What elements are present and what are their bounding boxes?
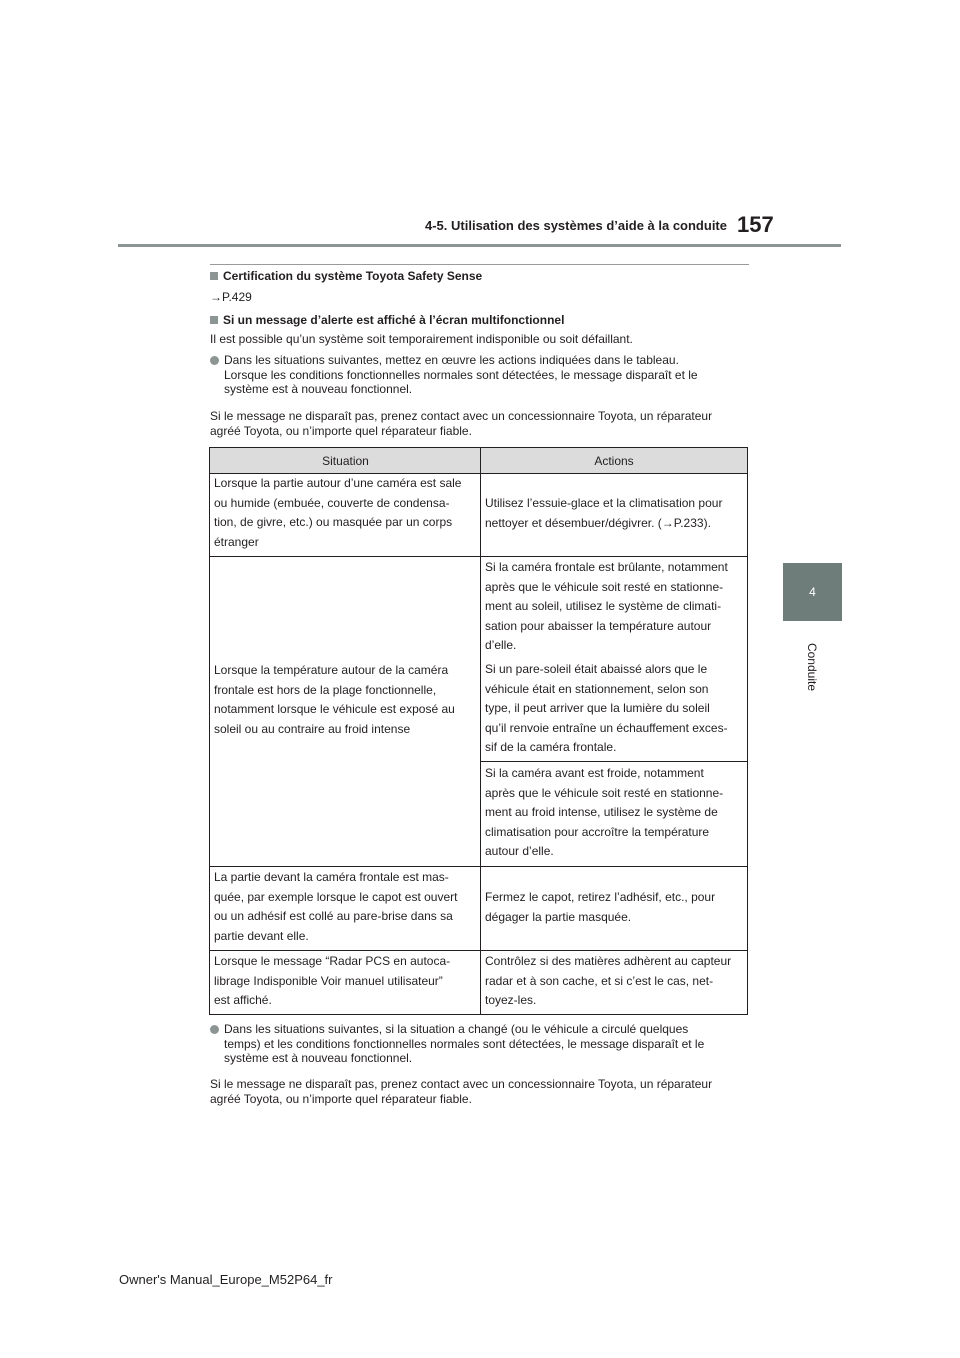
situation-cell — [214, 474, 461, 552]
situation-cell — [214, 661, 455, 739]
cell-line: soleil ou au contraire au froid intense — [214, 721, 411, 736]
row-divider — [210, 950, 747, 951]
cell-line: Lorsque le message “Radar PCS en autoca- — [214, 954, 451, 968]
text-line: Dans les situations suivantes, mettez en œuvre les actions indiquées dans le tableau. — [224, 353, 679, 367]
cell-line: Contrôlez si des matières adhèrent au capteur — [485, 954, 732, 968]
cell-line: quée, par exemple lorsque le capot est ouvert — [214, 889, 458, 904]
chapter-label: Conduite — [805, 642, 819, 692]
page-reference: →P.429 — [210, 290, 252, 304]
cell-line: véhicule était en stationnement, selon son — [485, 681, 709, 696]
heading-text: Si un message d’alerte est affiché à l’écran multifonctionnel — [223, 313, 565, 327]
square-bullet-icon — [210, 272, 218, 280]
round-bullet-icon — [210, 356, 219, 365]
cell-line: Lorsque la température autour de la caméra — [214, 663, 449, 677]
cell-line: radar et à son cache, et si c’est le cas, net- — [485, 973, 714, 988]
cell-line: qu’il renvoie entraîne un échauffement exces- — [485, 720, 728, 735]
cell-line: notamment lorsque le véhicule est exposé au — [214, 702, 455, 716]
header-rule — [118, 244, 841, 247]
situation-cell — [214, 952, 450, 1011]
cell-line: Lorsque la partie autour d’une caméra est sale — [214, 476, 462, 490]
cell-line: ment au soleil, utilisez le système de climati- — [485, 599, 722, 613]
cell-line: Si la caméra avant est froide, notamment — [485, 766, 704, 780]
cell-line: après que le véhicule soit resté en stationne- — [485, 579, 724, 594]
chapter-tab — [783, 563, 842, 621]
cell-line: frontale est hors de la plage fonctionnelle, — [214, 682, 437, 697]
round-bullet-icon — [210, 1025, 219, 1034]
heading-alert-message — [210, 313, 564, 328]
text-line: Lorsque les conditions fonctionnelles normales sont détectées, le message disparaît et le — [224, 367, 698, 382]
text-line: Si le message ne disparaît pas, prenez contact avec un concessionnaire Toyota, un réparateur — [210, 1077, 713, 1091]
text-line: Dans les situations suivantes, si la situation a changé (ou le véhicule a circulé quelques — [224, 1022, 689, 1036]
cell-line: Utilisez l’essuie-glace et la climatisation pour — [485, 496, 723, 510]
footer-manual-id: Owner's Manual_Europe_M52P64_fr — [119, 1272, 333, 1287]
text-line: Si le message ne disparaît pas, prenez contact avec un concessionnaire Toyota, un réparateur — [210, 409, 713, 423]
bullet-item — [210, 1022, 704, 1066]
text-line: système est à nouveau fonctionnel. — [224, 382, 413, 396]
action-cell — [485, 888, 715, 927]
cell-line: ou un adhésif est collé au pare-brise dans sa — [214, 909, 453, 923]
action-cell — [485, 764, 723, 862]
chapter-number: 4 — [809, 585, 816, 599]
cell-line: partie devant elle. — [214, 928, 309, 943]
text-line: temps) et les conditions fonctionnelles normales sont détectées, le message disparaît et le — [224, 1036, 705, 1051]
cell-line: climatisation pour accroître la température — [485, 824, 710, 839]
action-cell — [485, 660, 728, 758]
column-divider — [480, 448, 481, 1014]
cell-line: ment au froid intense, utilisez le système de — [485, 805, 718, 819]
situation-cell — [214, 868, 457, 946]
text-line: agréé Toyota, ou n’importe quel réparateur fiable. — [210, 423, 472, 438]
cell-line: Fermez le capot, retirez l’adhésif, etc., pour — [485, 890, 716, 904]
cell-line: toyez-les. — [485, 993, 537, 1007]
row-divider — [480, 761, 747, 762]
paragraph — [210, 409, 712, 438]
cell-line: ou humide (embuée, couverte de condensa- — [214, 495, 450, 510]
section-title: 4-5. Utilisation des systèmes d’aide à la conduite — [425, 218, 727, 233]
paragraph: Il est possible qu’un système soit temporairement indisponible ou soit défaillant. — [210, 332, 633, 346]
column-header-actions: Actions — [481, 448, 747, 474]
cell-line: librage Indisponible Voir manuel utilisateur” — [214, 973, 443, 988]
cell-line: nettoyer et désembuer/dégivrer. (→P.233). — [485, 515, 711, 530]
cell-line: autour d’elle. — [485, 844, 554, 858]
page-number: 157 — [737, 212, 774, 237]
content-rule — [210, 264, 749, 265]
cell-line: tion, de givre, etc.) ou masquée par un corps — [214, 515, 453, 529]
row-divider — [210, 556, 747, 557]
row-divider — [210, 866, 747, 867]
action-cell — [485, 558, 728, 656]
bullet-item — [210, 353, 698, 397]
column-header-situation: Situation — [210, 448, 481, 474]
paragraph — [210, 1077, 712, 1106]
action-cell — [485, 494, 722, 533]
cell-line: étranger — [214, 534, 259, 549]
cell-line: sif de la caméra frontale. — [485, 740, 617, 754]
cell-line: Si un pare-soleil était abaissé alors que le — [485, 662, 708, 676]
cell-line: après que le véhicule soit resté en stationne- — [485, 785, 724, 800]
cell-line: type, il peut arriver que la lumière du soleil — [485, 701, 710, 715]
heading-text: Certification du système Toyota Safety Sense — [223, 269, 483, 283]
cell-line: La partie devant la caméra frontale est mas- — [214, 870, 449, 884]
cell-line: sation pour abaisser la température autour — [485, 618, 712, 633]
heading-certification — [210, 269, 482, 284]
action-cell — [485, 952, 731, 1011]
cell-line: d’elle. — [485, 638, 517, 652]
cell-line: Si la caméra frontale est brûlante, notamment — [485, 560, 728, 574]
troubleshooting-table — [209, 447, 748, 1015]
text-line: agréé Toyota, ou n’importe quel réparateur fiable. — [210, 1091, 472, 1106]
text-line: système est à nouveau fonctionnel. — [224, 1051, 413, 1065]
square-bullet-icon — [210, 316, 218, 324]
cell-line: est affiché. — [214, 993, 272, 1007]
cell-line: dégager la partie masquée. — [485, 909, 632, 924]
